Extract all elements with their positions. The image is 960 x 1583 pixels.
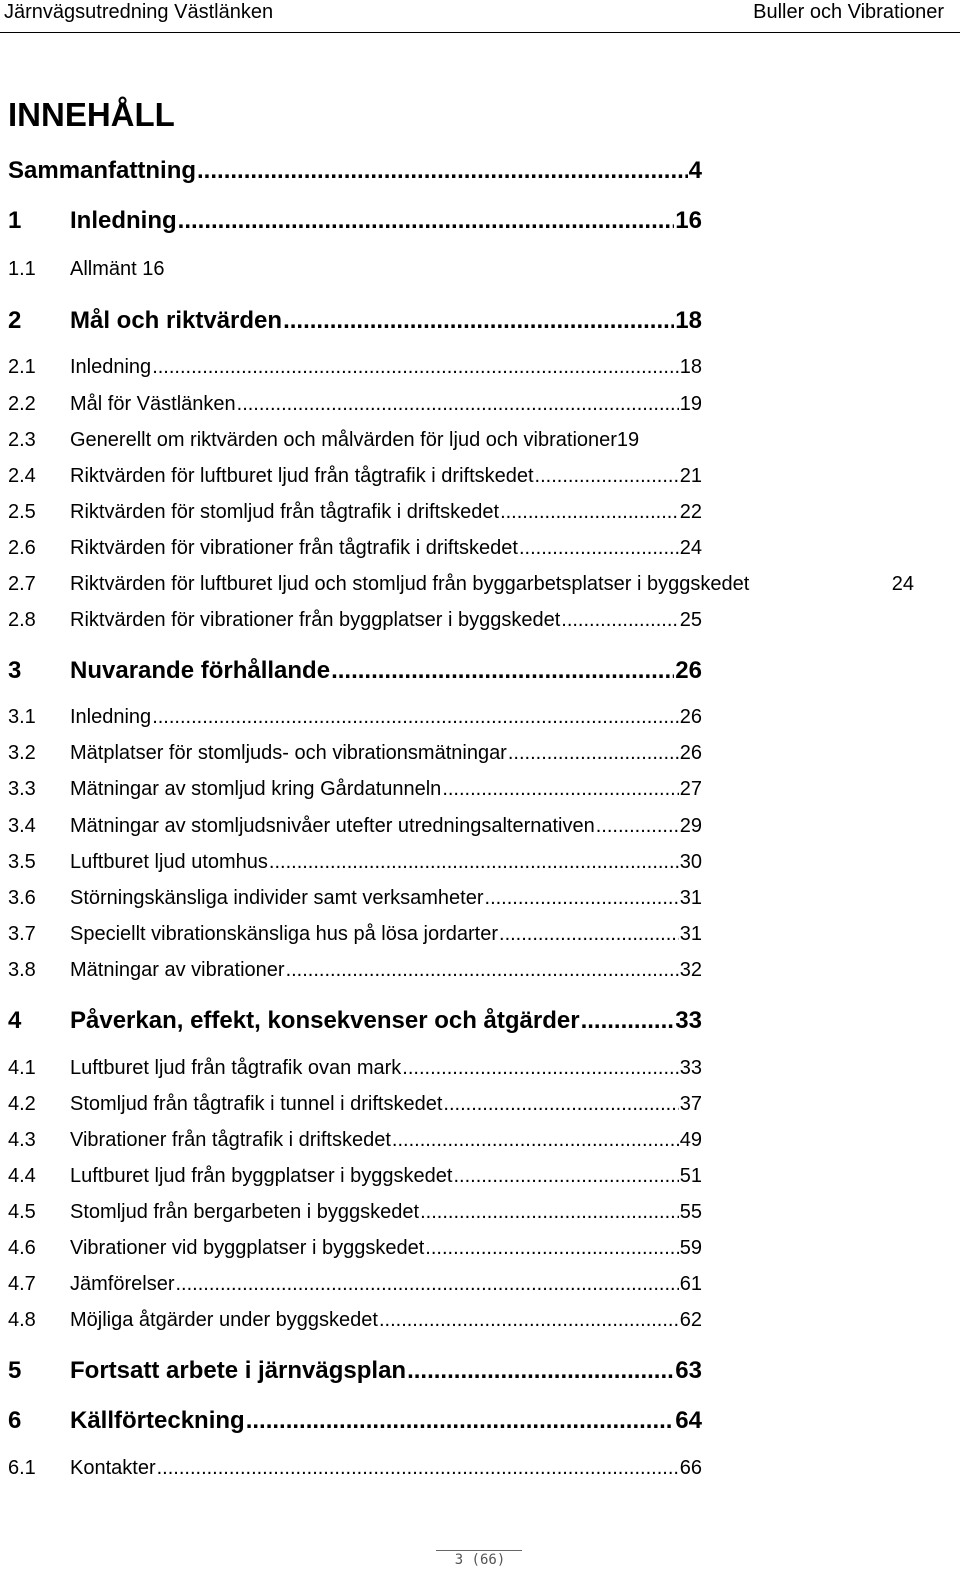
toc-entry[interactable]	[8, 1273, 702, 1296]
toc-entry-number: 3.2	[8, 742, 36, 764]
toc-entry-number: 4	[8, 1007, 22, 1034]
toc-entry-title: Möjliga åtgärder under byggskedet	[70, 1309, 378, 1331]
toc-entry-number: 2.5	[8, 501, 36, 523]
toc-dot-leader	[453, 1165, 678, 1188]
toc-dot-leader	[443, 1093, 678, 1116]
header-rule	[0, 32, 960, 33]
toc-entry[interactable]	[8, 742, 702, 765]
toc-dot-leader	[379, 1309, 679, 1332]
toc-entry-title: Allmänt 16	[70, 258, 165, 280]
toc-entry-number: 6.1	[8, 1457, 36, 1479]
toc-entry[interactable]	[8, 1057, 702, 1080]
toc-entry-title: Påverkan, effekt, konsekvenser och åtgärder	[70, 1007, 580, 1034]
toc-entry-title: Luftburet ljud utomhus	[70, 851, 268, 873]
toc-dot-leader	[331, 657, 674, 685]
toc-entry-title: Kontakter	[70, 1457, 156, 1479]
toc-entry-page: 55	[679, 1201, 702, 1223]
toc-entry-title: Riktvärden för stomljud från tågtrafik i driftskedet	[70, 501, 500, 523]
toc-dot-leader	[407, 1357, 674, 1385]
toc-entry-page: 19	[679, 393, 702, 415]
toc-entry-title: Generellt om riktvärden och målvärden för ljud och vibrationer19	[70, 429, 640, 451]
toc-dot-leader	[508, 742, 679, 765]
toc-entry[interactable]	[8, 1237, 702, 1260]
toc-dot-leader	[442, 778, 678, 801]
toc-dot-leader	[581, 1007, 675, 1035]
toc-entry-page: 32	[679, 959, 702, 981]
toc-entry-number: 1.1	[8, 258, 36, 280]
toc-entry-title: Stomljud från bergarbeten i byggskedet	[70, 1201, 420, 1223]
toc-dot-leader	[425, 1237, 678, 1260]
toc-entry[interactable]	[8, 258, 702, 281]
toc-entry-number: 4.8	[8, 1309, 36, 1331]
toc-entry-page: 18	[675, 307, 702, 334]
toc-entry-title: Inledning	[70, 207, 177, 234]
toc-dot-leader	[286, 959, 679, 982]
toc-entry-page: 62	[679, 1309, 702, 1331]
toc-entry[interactable]	[8, 1407, 702, 1435]
toc-entry-title: Mål för Västlänken	[70, 393, 236, 415]
toc-entry-number: 2.7	[8, 573, 36, 595]
toc-entry-page: 24	[891, 573, 914, 595]
toc-entry[interactable]	[8, 573, 914, 596]
toc-entry-number: 4.5	[8, 1201, 36, 1223]
toc-entry[interactable]	[8, 1309, 702, 1332]
footer-rule	[436, 1550, 522, 1551]
toc-entry-number: 5	[8, 1357, 22, 1384]
toc-dot-leader	[157, 1457, 679, 1480]
toc-dot-leader	[499, 923, 679, 946]
toc-entry-number: 3	[8, 657, 22, 684]
toc-entry[interactable]	[8, 356, 702, 379]
toc-entry-number: 4.4	[8, 1165, 36, 1187]
toc-entry-title: Luftburet ljud från byggplatser i byggskedet	[70, 1165, 453, 1187]
toc-dot-leader	[175, 1273, 678, 1296]
toc-dot-leader	[237, 393, 679, 416]
toc-entry-title: Inledning	[70, 356, 152, 378]
toc-entry-number: 2.1	[8, 356, 36, 378]
toc-entry-page: 26	[679, 742, 702, 764]
footer-page-number: 3 (66)	[454, 1552, 506, 1568]
toc-entry-page: 21	[679, 465, 702, 487]
toc-entry[interactable]	[8, 1007, 702, 1035]
toc-entry-title: Mätningar av stomljud kring Gårdatunneln	[70, 778, 442, 800]
toc-entry-page: 18	[679, 356, 702, 378]
toc-entry-title: Riktvärden för luftburet ljud från tågtrafik i driftskedet	[70, 465, 534, 487]
toc-entry-number: 4.7	[8, 1273, 36, 1295]
toc-dot-leader	[535, 465, 679, 488]
toc-entry[interactable]	[8, 465, 702, 488]
toc-entry[interactable]	[8, 1165, 702, 1188]
toc-entry-page: 22	[679, 501, 702, 523]
toc-entry[interactable]	[8, 851, 702, 874]
toc-entry-number: 3.6	[8, 887, 36, 909]
toc-entry[interactable]	[8, 706, 702, 729]
toc-entry-title: Inledning	[70, 706, 152, 728]
toc-entry-page: 27	[679, 778, 702, 800]
toc-entry-page: 31	[679, 887, 702, 909]
toc-entry-title: Jämförelser	[70, 1273, 175, 1295]
toc-entry-number: 2.4	[8, 465, 36, 487]
toc-entry-number: 2.2	[8, 393, 36, 415]
toc-entry-number: 4.1	[8, 1057, 36, 1079]
toc-entry-page: 59	[679, 1237, 702, 1259]
toc-entry-title: Sammanfattning	[8, 157, 197, 184]
toc-entry-page: 16	[675, 207, 702, 234]
toc-entry-title: Riktvärden för vibrationer från byggplatser i byggskedet	[70, 609, 561, 631]
toc-entry-title: Nuvarande förhållande	[70, 657, 331, 684]
toc-entry-number: 3.7	[8, 923, 36, 945]
toc-entry-title: Fortsatt arbete i järnvägsplan	[70, 1357, 407, 1384]
header-document-title: Järnvägsutredning Västlänken	[4, 1, 274, 23]
toc-dot-leader	[152, 706, 679, 729]
toc-entry[interactable]	[8, 887, 702, 910]
toc-entry-title: Mål och riktvärden	[70, 307, 283, 334]
toc-entry[interactable]	[8, 501, 702, 524]
toc-entry-number: 2.3	[8, 429, 36, 451]
toc-entry-page: 63	[675, 1357, 702, 1384]
toc-entry[interactable]	[8, 609, 702, 632]
toc-dot-leader	[420, 1201, 679, 1224]
toc-dot-leader	[402, 1057, 678, 1080]
toc-entry[interactable]	[8, 923, 702, 946]
toc-entry-page: 29	[679, 815, 702, 837]
toc-dot-leader	[485, 887, 679, 910]
toc-entry-number: 2.6	[8, 537, 36, 559]
toc-entry[interactable]	[8, 657, 702, 685]
toc-entry-title: Vibrationer vid byggplatser i byggskedet	[70, 1237, 425, 1259]
toc-entry-number: 3.8	[8, 959, 36, 981]
toc-entry-title: Källförteckning	[70, 1407, 245, 1434]
toc-dot-leader	[178, 207, 675, 235]
toc-entry-page: 30	[679, 851, 702, 873]
toc-entry[interactable]	[8, 207, 702, 235]
toc-entry-page: 51	[679, 1165, 702, 1187]
toc-entry-page: 64	[675, 1407, 702, 1434]
toc-entry-number: 3.4	[8, 815, 36, 837]
toc-entry[interactable]	[8, 1201, 702, 1224]
toc-dot-leader	[500, 501, 679, 524]
toc-entry[interactable]	[8, 1093, 702, 1116]
toc-entry[interactable]	[8, 429, 702, 452]
toc-entry-page: 24	[679, 537, 702, 559]
toc-entry-title: Speciellt vibrationskänsliga hus på lösa jordarter	[70, 923, 499, 945]
toc-entry-title: Riktvärden för vibrationer från tågtrafik i driftskedet	[70, 537, 518, 559]
toc-entry-page: 37	[679, 1093, 702, 1115]
toc-entry-title: Vibrationer från tågtrafik i driftskedet	[70, 1129, 391, 1151]
toc-dot-leader	[519, 537, 679, 560]
toc-entry[interactable]	[8, 815, 702, 838]
toc-entry-title: Riktvärden för luftburet ljud och stomljud från byggarbetsplatser i byggskedet	[70, 573, 750, 595]
toc-dot-leader	[197, 157, 688, 185]
toc-dot-leader	[269, 851, 679, 874]
toc-entry[interactable]	[8, 307, 702, 335]
toc-heading: INNEHÅLL	[8, 96, 175, 133]
toc-entry[interactable]	[8, 393, 702, 416]
toc-dot-leader	[283, 307, 674, 335]
toc-entry-page: 25	[679, 609, 702, 631]
toc-entry-number: 3.3	[8, 778, 36, 800]
toc-entry-page: 49	[679, 1129, 702, 1151]
page-header	[0, 0, 960, 30]
toc-dot-leader	[596, 815, 679, 838]
toc-entry-title: Störningskänsliga individer samt verksamheter	[70, 887, 484, 909]
toc-dot-leader	[152, 356, 679, 379]
toc-entry-page: 33	[675, 1007, 702, 1034]
toc-entry-title: Luftburet ljud från tågtrafik ovan mark	[70, 1057, 402, 1079]
toc-entry-number: 6	[8, 1407, 22, 1434]
toc-entry-number: 3.1	[8, 706, 36, 728]
toc-entry[interactable]	[8, 1129, 702, 1152]
toc-entry-page: 26	[679, 706, 702, 728]
toc-entry-page: 33	[679, 1057, 702, 1079]
toc-entry-title: Mätningar av vibrationer	[70, 959, 285, 981]
header-section-title: Buller och Vibrationer	[753, 1, 944, 23]
toc-dot-leader	[246, 1407, 675, 1435]
toc-entry-number: 4.2	[8, 1093, 36, 1115]
toc-entry-number: 2	[8, 307, 22, 334]
toc-entry-number: 1	[8, 207, 22, 234]
toc-entry-page: 31	[679, 923, 702, 945]
toc-entry-title: Mätplatser för stomljuds- och vibrationsmätningar	[70, 742, 507, 764]
toc-entry-page: 61	[679, 1273, 702, 1295]
toc-dot-leader	[561, 609, 678, 632]
toc-entry-page: 26	[675, 657, 702, 684]
toc-entry-number: 4.6	[8, 1237, 36, 1259]
toc-entry-number: 4.3	[8, 1129, 36, 1151]
toc-entry-title: Stomljud från tågtrafik i tunnel i driftskedet	[70, 1093, 443, 1115]
toc-entry[interactable]	[8, 778, 702, 801]
toc-entry-page: 66	[679, 1457, 702, 1479]
toc-entry[interactable]	[8, 1457, 702, 1480]
toc-entry-page: 4	[688, 157, 702, 184]
toc-dot-leader	[392, 1129, 679, 1152]
toc-entry-number: 3.5	[8, 851, 36, 873]
toc-entry[interactable]	[8, 537, 702, 560]
toc-entry-title: Mätningar av stomljudsnivåer utefter utredningsalternativen	[70, 815, 595, 837]
toc-entry[interactable]	[8, 1357, 702, 1385]
toc-entry[interactable]	[8, 157, 702, 185]
toc-entry-number: 2.8	[8, 609, 36, 631]
toc-entry[interactable]	[8, 959, 702, 982]
